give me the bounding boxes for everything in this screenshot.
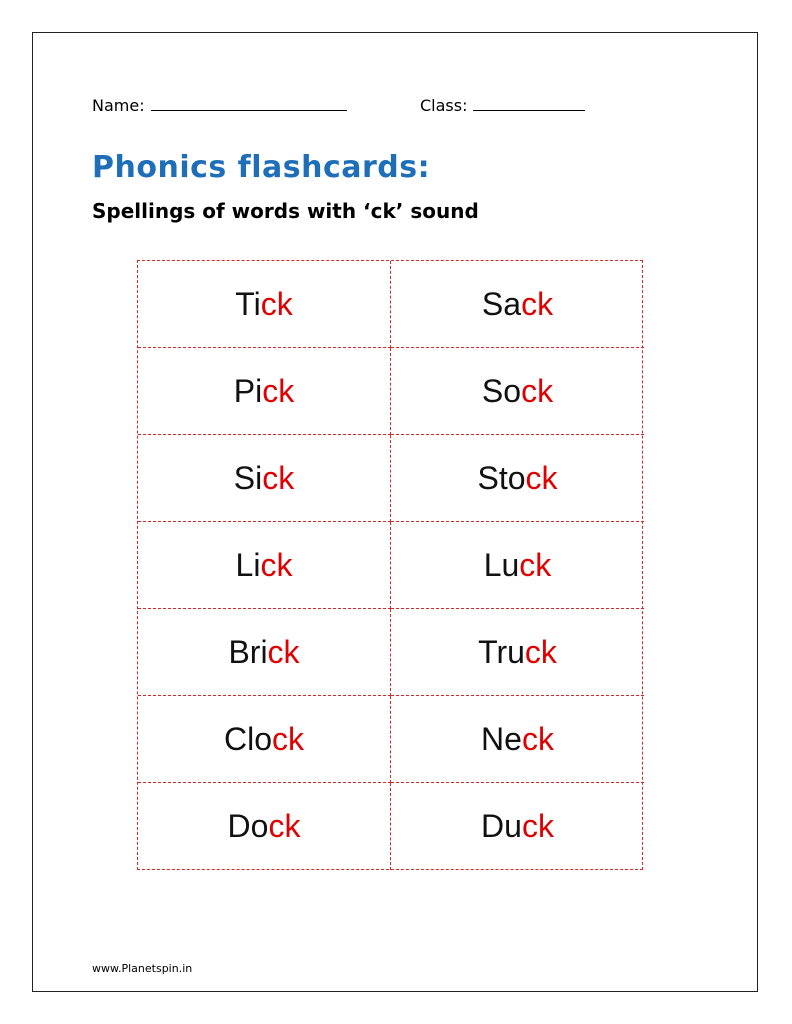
name-field-row <box>92 96 347 115</box>
word-stem: Do <box>227 808 269 844</box>
flashcard <box>391 261 644 348</box>
word-ending-highlight: ck <box>521 285 554 322</box>
word-ending-highlight: ck <box>260 546 293 583</box>
word-stem: Ne <box>481 720 522 757</box>
flashcard <box>391 783 644 870</box>
flashcard <box>391 696 644 783</box>
word-ending-highlight: ck <box>519 546 552 583</box>
flashcard <box>138 522 391 609</box>
word-ending-highlight: ck <box>262 459 295 496</box>
name-blank-line[interactable] <box>151 96 347 111</box>
flashcard <box>138 696 391 783</box>
word-ending-highlight: ck <box>267 633 300 670</box>
word-stem: Tru <box>478 633 525 670</box>
flashcard <box>391 609 644 696</box>
word-ending-highlight: ck <box>272 720 304 757</box>
class-field-row <box>420 96 585 115</box>
name-label: Name: <box>92 96 145 115</box>
word-stem: Lu <box>483 546 520 583</box>
word-stem: Ti <box>235 285 261 322</box>
class-blank-line[interactable] <box>473 96 585 111</box>
word-stem: Pi <box>233 372 263 409</box>
word-stem: So <box>481 372 522 409</box>
word-ending-highlight: ck <box>521 720 554 757</box>
word-stem: Sa <box>481 285 522 322</box>
flashcard <box>138 261 391 348</box>
word-ending-highlight: ck <box>525 459 558 496</box>
word-ending-highlight: ck <box>268 808 301 844</box>
word-ending-highlight: ck <box>260 285 293 322</box>
word-stem: Si <box>233 459 263 496</box>
flashcard <box>391 348 644 435</box>
word-ending-highlight: ck <box>521 372 554 409</box>
flashcard <box>391 435 644 522</box>
word-stem: Bri <box>228 633 268 670</box>
flashcard <box>391 522 644 609</box>
worksheet-subtitle: Spellings of words with ‘ck’ sound <box>92 199 479 223</box>
flashcard <box>138 348 391 435</box>
word-stem: Sto <box>477 459 526 496</box>
flashcard <box>138 435 391 522</box>
word-stem: Clo <box>223 720 272 757</box>
word-stem: Du <box>481 808 522 844</box>
word-ending-highlight: ck <box>524 633 557 670</box>
flashcard <box>138 783 391 870</box>
class-label: Class: <box>420 96 468 115</box>
word-ending-highlight: ck <box>521 808 554 844</box>
flashcard <box>138 609 391 696</box>
footer-website: www.Planetspin.in <box>92 962 193 975</box>
flashcard-grid <box>137 260 643 870</box>
word-stem: Li <box>235 546 261 583</box>
worksheet-title: Phonics flashcards: <box>92 150 431 185</box>
word-ending-highlight: ck <box>262 372 295 409</box>
